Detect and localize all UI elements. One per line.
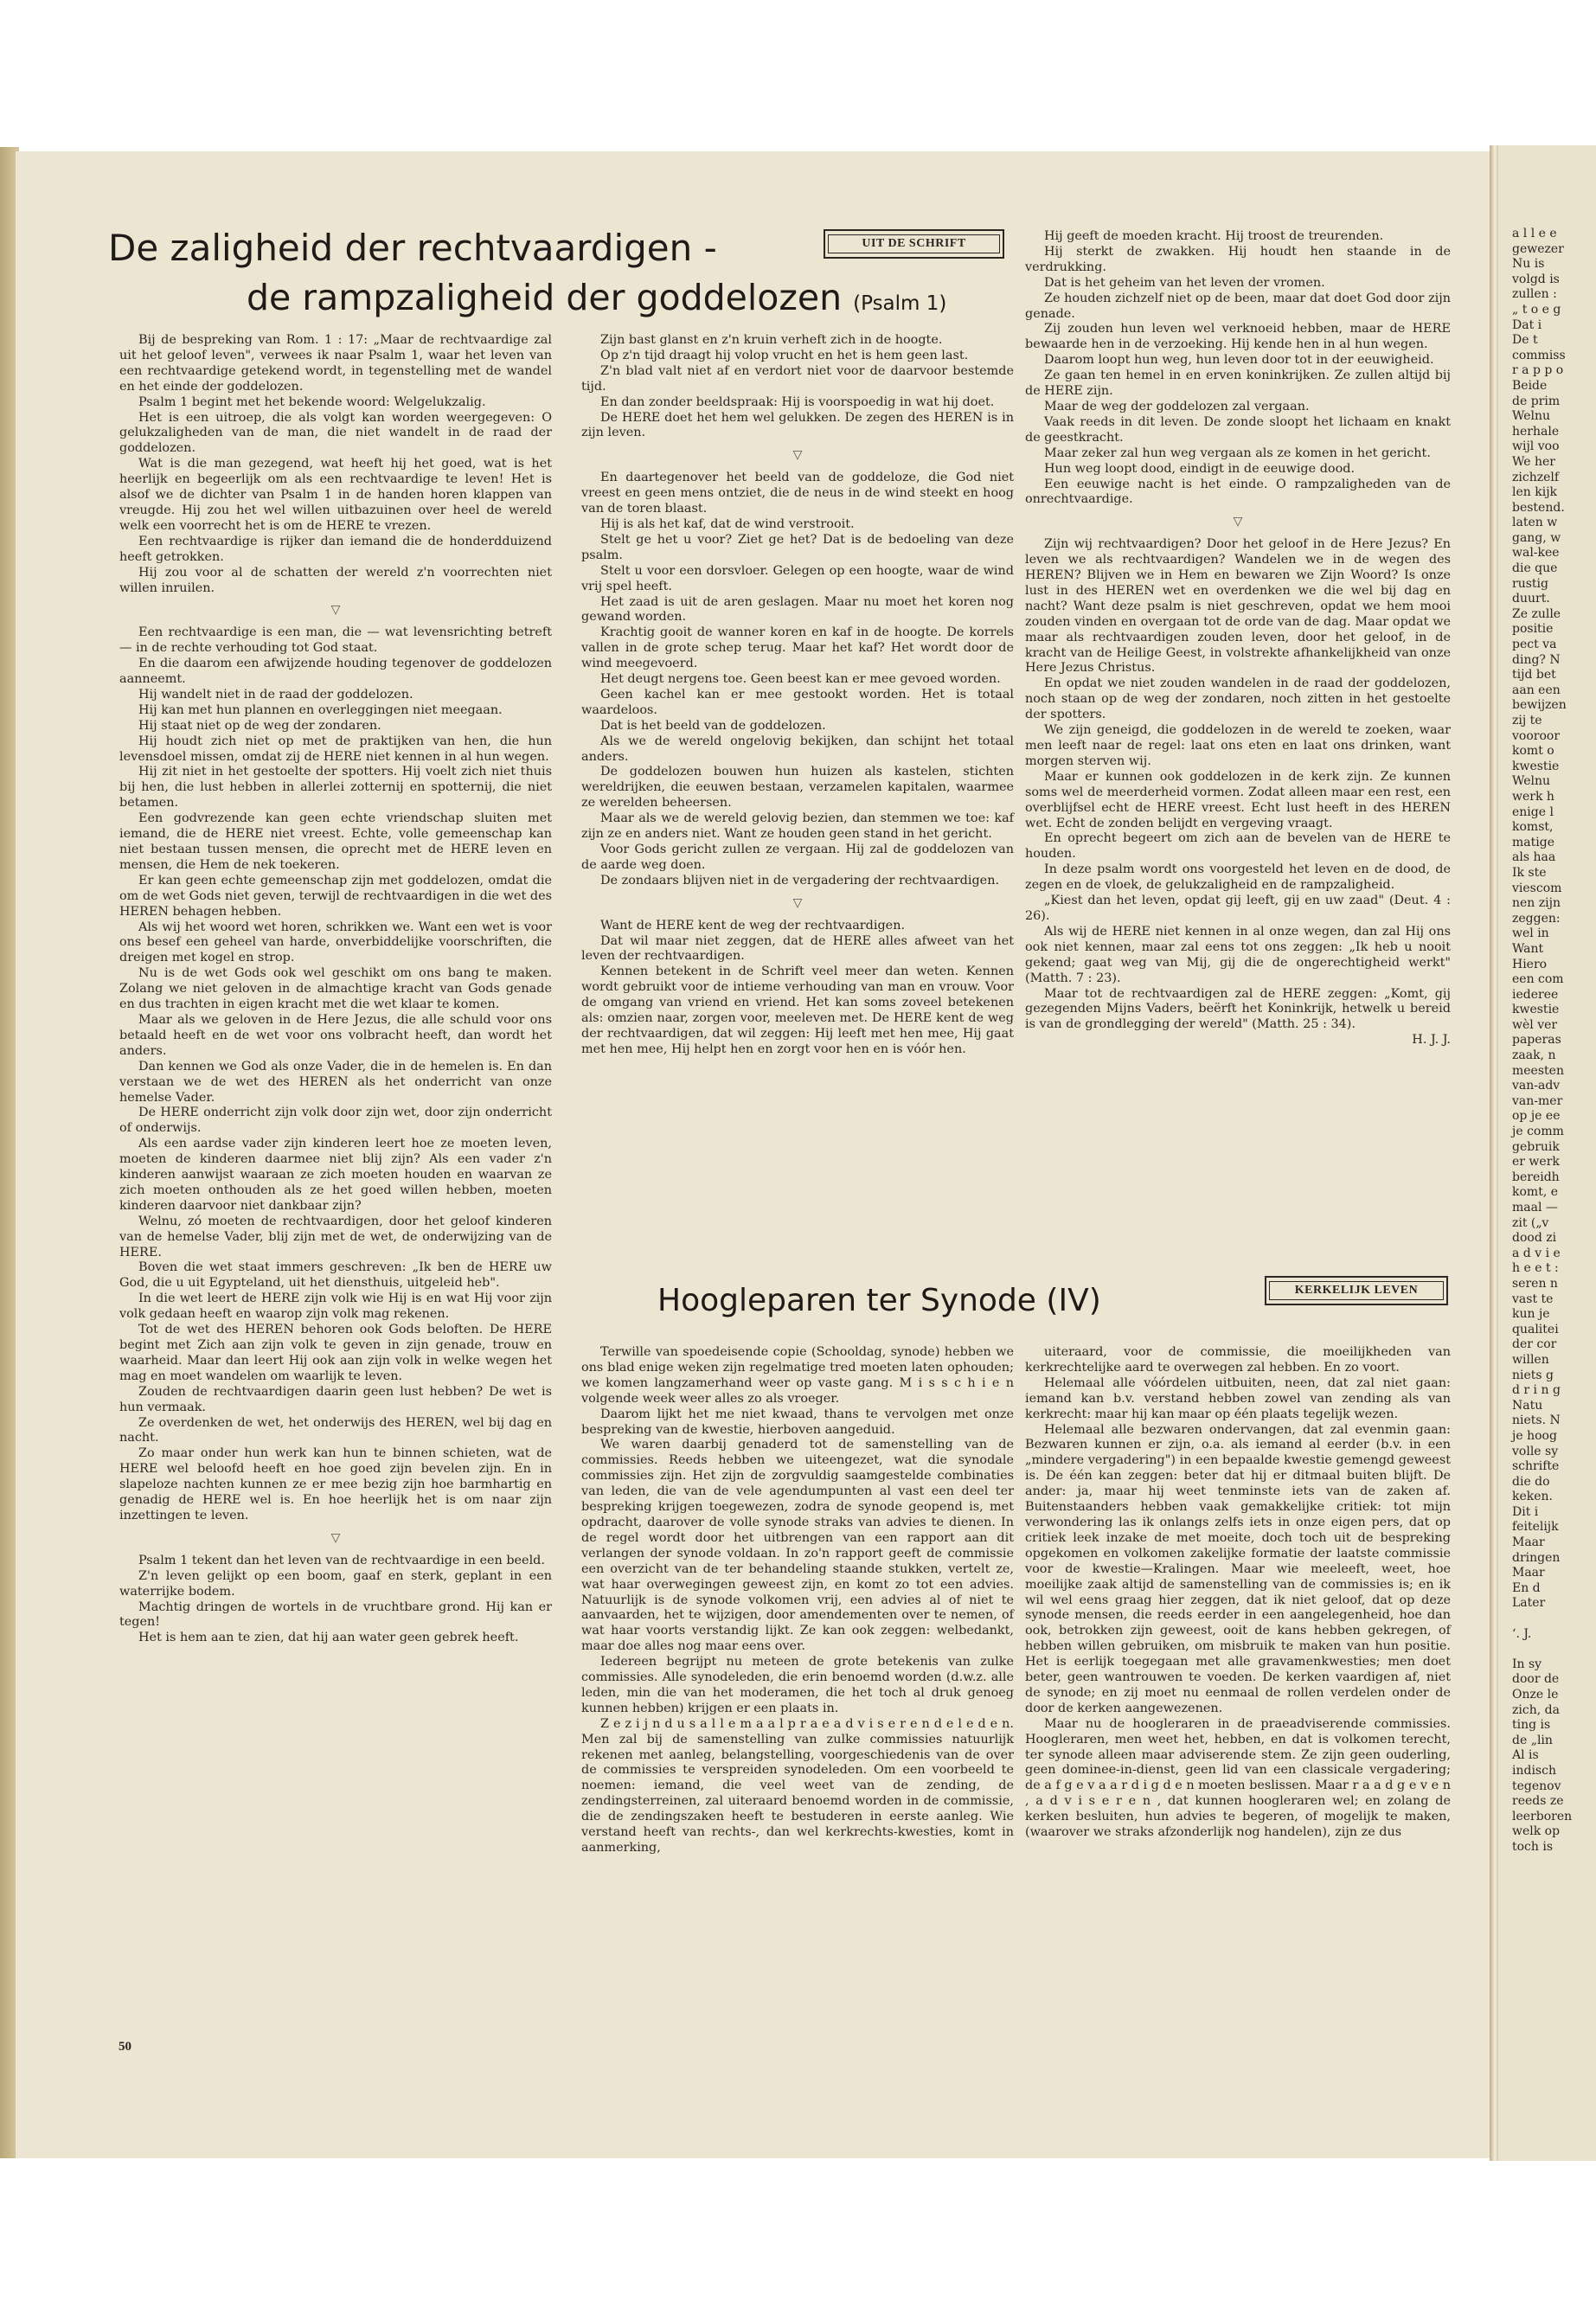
- paragraph: Helemaal alle bezwaren ondervangen, dat zal evenmin gaan: Bezwaren kunnen er zijn, o.a. als iemand al eerder (b.v. in een „mindere vergadering") in een bepaalde kwestie gemengd geweest is. De één kan zeggen: beter dat hij er ditmaal buiten blijft. De ander: ja, maar hij weet tenminste iets van de zaken af. Buitenstaanders hebben vaak gemakkelijke critiek: tot mijn verwondering las ik onlangs zelfs iets in onze eigen pers, dat op critiek leek inzake de met moeite, doch toch uit de bespreking opgekomen en volkomen zakelijke formatie der laatste commissie voor de kwestie—Kralingen. Maar wie meeleeft, weet, hoe moeilijke zaak altijd de samenstelling van de commissies is; en ik wil wel eens graag hier zeggen, dat ik niet geloof, dat op deze synode mensen, die reeds eerder in een aangelegenheid, hoe dan ook, betrokken zijn geweest, ooit de kans hebben gekregen, of hebben willen gebruiken, om misbruik te maken van hun positie. Het is eerlijk toegegaan met alle gravamenkwesties; men doet beter, geen wantrouwen te voeden. De kerken vaardigen af, niet de synode; en zij moet nu eenmaal de rollen verdelen onder de door de kerken aangewezenen.: [1025, 1422, 1451, 1715]
- next-page-line: vast te: [1512, 1292, 1554, 1306]
- next-page-line: door de: [1512, 1672, 1560, 1687]
- next-page-line: ʻ. J.: [1512, 1626, 1532, 1641]
- paragraph: Een rechtvaardige is rijker dan iemand die de honderdduizend heeft getrokken.: [119, 534, 552, 564]
- paragraph: Tot de wet des HEREN behoren ook Gods beloften. De HERE begint met Zich aan zijn volk te geven in zijn genade, trouw en waarheid. Maar dan leert Hij ook aan zijn volk in welke wegen het mag en moet wandelen om waarlijk te leven.: [119, 1323, 552, 1383]
- paragraph: Zo maar onder hun werk kan hun te binnen schieten, wat de HERE wel beloofd heeft en hoe goed zijn bevelen zijn. En in slapeloze nachten kunnen ze er mee bezig zijn hoe barmhartig en genadig de HERE wel is. En hoe heerlijk het is om naar zijn inzettingen te leven.: [119, 1446, 552, 1522]
- next-page-line: als haa: [1512, 850, 1556, 865]
- paragraph: Hij zit niet in het gestoelte der spotters. Hij voelt zich niet thuis bij hen, die lust hebben in allerlei zotternij en spotternij, die niet betamen.: [119, 765, 552, 811]
- next-page-line: komt o: [1512, 744, 1554, 759]
- next-page-line: wel in: [1512, 926, 1549, 941]
- paragraph: Hij staat niet op de weg der zondaren.: [138, 718, 381, 733]
- next-page-line: zij te: [1512, 714, 1542, 727]
- next-page-line: We her: [1512, 454, 1555, 469]
- next-page-line: [1512, 1642, 1596, 1657]
- next-page-line: dringen: [1512, 1550, 1561, 1565]
- paragraph: Z e z i j n d u s a l l e m a a l p r a e a d v i s e r e n d e l e d e n. Men zal bij de samenstelling van zulke commissies natuurlijk rekenen met aanleg, belangstelling, voorgeschiedenis van de over de commissies te verspreiden synodeleden. Om een voorbeeld te noemen: iemand, die veel weet van de zending, de zendingsterreinen, zal uiteraard benoemd worden in de commissie, die de zendingszaken heeft te bestuderen in eerste aanleg. Wie verstand heeft van rechts-, dan wel kerkrechts-kwesties, komt in aanmerking,: [581, 1716, 1014, 1855]
- paragraph: Terwille van spoedeisende copie (Schooldag, synode) hebben we ons blad enige weken zijn regelmatige tred moeten laten ophouden; we komen langzamerhand weer op vaste gang. M i s s c h i e n volgende week weer alles zo als vroeger.: [581, 1345, 1014, 1406]
- paragraph: Daarom loopt hun weg, hun leven door tot in der eeuwigheid.: [1044, 353, 1434, 368]
- paragraph: En dan zonder beeldspraak: Hij is voorspoedig in wat hij doet.: [600, 394, 995, 409]
- next-page-line: schrifte: [1512, 1459, 1560, 1474]
- paragraph: Welnu, zó moeten de rechtvaardigen, door het geloof kinderen van de hemelse Vader, blij zijn met de wet, de onderwijzing van de HERE.: [119, 1214, 552, 1259]
- next-page-line: r a p p o: [1512, 363, 1564, 378]
- next-page-line: leerboren: [1512, 1809, 1573, 1823]
- paragraph: Dan kennen we God als onze Vader, die in de hemelen is. En dan verstaan we de wet des HEREN als het onderricht van onze hemelse Vader.: [119, 1059, 552, 1105]
- paragraph: Als een aardse vader zijn kinderen leert hoe ze moeten leven, moeten de kinderen daarmee niet blij zijn? Als een vader z'n kinderen aanwijst waaraan ze zich moeten houden en waarvan ze zich moeten onthouden als ze het goed willen hebben, moeten kinderen daarvoor niet dankbaar zijn?: [119, 1137, 552, 1213]
- next-page-line: a d v i e: [1512, 1246, 1561, 1260]
- paragraph: Krachtig gooit de wanner koren en kaf in de hoogte. De korrels vallen in de grote schep terug. Maar het kaf? Het wordt door de wind meegevoerd.: [581, 625, 1014, 671]
- next-page-line: zichzelf: [1512, 470, 1560, 484]
- next-page-line: h e e t :: [1512, 1261, 1559, 1276]
- next-page-line: niets g: [1512, 1368, 1554, 1382]
- author-signature: H. J. J.: [1412, 1033, 1451, 1048]
- paragraph: En daartegenover het beeld van de goddeloze, die God niet vreest en geen mens ontziet, die de neus in de wind steekt en hoog van de toren blaast.: [581, 471, 1014, 516]
- next-page-line: wèl ver: [1512, 1017, 1558, 1032]
- article1-column-3: [1025, 229, 1451, 1048]
- next-page-line: nen zijn: [1512, 896, 1561, 911]
- next-page-line: zaak, n: [1512, 1048, 1556, 1063]
- paragraph: Maar de weg der goddelozen zal vergaan.: [1044, 399, 1310, 413]
- paragraph: De HERE onderricht zijn volk door zijn wet, door zijn onderricht of onderwijs.: [119, 1106, 552, 1136]
- paragraph: Voor Gods gericht zullen ze vergaan. Hij zal de goddelozen van de aarde weg doen.: [581, 843, 1014, 872]
- paragraph: Zouden de rechtvaardigen daarin geen lust hebben? De wet is hun vermaak.: [119, 1384, 552, 1414]
- next-page-line: je hoog: [1512, 1428, 1557, 1443]
- paragraph: Psalm 1 begint met het bekende woord: Welgelukzalig.: [138, 394, 486, 409]
- paragraph: Zijn bast glanst en z'n kruin verheft zich in de hoogte.: [600, 333, 943, 347]
- paragraph: Ze houden zichzelf niet op de been, maar dat doet God door zijn genade.: [1025, 291, 1451, 321]
- next-page-line: „ t o e g: [1512, 302, 1561, 317]
- next-page-line: indisch: [1512, 1763, 1556, 1778]
- next-page-line: wijl voo: [1512, 439, 1560, 454]
- paragraph: Geen kachel kan er mee gestookt worden. Het is totaal waardeloos.: [581, 687, 1014, 717]
- paragraph: Hij zou voor al de schatten der wereld z'n voorrechten niet willen inruilen.: [119, 565, 552, 595]
- section-label-uit-de-schrift: [824, 229, 1004, 259]
- next-page-line: Welnu: [1512, 409, 1551, 424]
- next-page-line: len kijk: [1512, 485, 1558, 500]
- paragraph: Maar als we geloven in de Here Jezus, die alle schuld voor ons betaald heeft en de wet voor ons volbracht heeft, dan wordt het anders.: [119, 1012, 552, 1058]
- next-page-line: In sy: [1512, 1657, 1542, 1671]
- next-page-line: d r i n g: [1512, 1383, 1561, 1398]
- paragraph: Bij de bespreking van Rom. 1 : 17: „Maar de rechtvaardige zal uit het geloof leven", verwees ik naar Psalm 1, waar het leven van een rechtvaardige getekend wordt, in tegenstelling met de wandel en het einde der goddelozen.: [119, 333, 552, 394]
- section-divider-icon: ▽: [792, 448, 803, 463]
- article-title-line2: [247, 277, 946, 318]
- paragraph: Hij wandelt niet in de raad der goddelozen.: [138, 687, 413, 702]
- paragraph: Hij sterkt de zwakken. Hij houdt hen staande in de verdrukking.: [1025, 244, 1451, 274]
- paragraph: In deze psalm wordt ons voorgesteld het leven en de dood, de zegen en de vloek, de gelukzaligheid en de rampzaligheid.: [1025, 862, 1451, 893]
- next-page-line: ding? N: [1512, 652, 1561, 667]
- next-page-line: werk h: [1512, 789, 1554, 804]
- paragraph: Daarom lijkt het me niet kwaad, thans te vervolgen met onze bespreking van de kwestie, hierboven aangeduid.: [581, 1407, 1014, 1437]
- paragraph: Hij kan met hun plannen en overleggingen niet meegaan.: [138, 702, 503, 717]
- next-page-line: Welnu: [1512, 774, 1551, 789]
- paragraph: Machtig dringen de wortels in de vruchtbare grond. Hij kan er tegen!: [119, 1599, 552, 1630]
- next-page-line: reeds ze: [1512, 1794, 1564, 1809]
- next-page-line: Dat i: [1512, 317, 1542, 332]
- next-page-column: [1512, 227, 1596, 1856]
- next-page-line: seren n: [1512, 1276, 1558, 1291]
- paragraph: Als we de wereld ongelovig bekijken, dan schijnt het totaal anders.: [581, 734, 1014, 764]
- next-page-line: zit („v: [1512, 1215, 1549, 1230]
- paragraph: Maar zeker zal hun weg vergaan als ze komen in het gericht.: [1044, 445, 1431, 460]
- paragraph: Hij geeft de moeden kracht. Hij troost de treurenden.: [1044, 229, 1384, 243]
- next-page-line: op je ee: [1512, 1109, 1561, 1124]
- next-page-line: die que: [1512, 561, 1558, 576]
- paragraph: Het is een uitroep, die als volgt kan worden weergegeven: O gelukzaligheden van de man, die niet wandelt in de raad der goddelozen.: [119, 410, 552, 456]
- next-page-line: een com: [1512, 972, 1564, 987]
- article2-column-2: [1025, 1345, 1451, 1841]
- next-page-line: [1512, 1612, 1596, 1627]
- paragraph: Een eeuwige nacht is het einde. O rampzaligheden van de onrechtvaardige.: [1025, 477, 1451, 507]
- next-page-line: Onze le: [1512, 1688, 1559, 1702]
- next-page-line: De t: [1512, 333, 1538, 348]
- next-page-line: aan een: [1512, 683, 1561, 697]
- paragraph: Dat is het beeld van de goddelozen.: [600, 718, 826, 733]
- next-page-line: Ze zulle: [1512, 606, 1561, 621]
- next-page-line: meesten: [1512, 1063, 1564, 1078]
- paragraph: Want de HERE kent de weg der rechtvaardigen.: [600, 918, 906, 933]
- next-page-line: Hiero: [1512, 957, 1548, 971]
- next-page-line: er werk: [1512, 1155, 1560, 1170]
- next-page-line: kun je: [1512, 1307, 1550, 1322]
- paragraph: Iedereen begrijpt nu meteen de grote betekenis van zulke commissies. Alle synodeleden, die erin benoemd worden (d.w.z. alle leden, min die van het moderamen, die het toch al druk genoeg kunnen hebben) krijgen er een plaats in.: [581, 1655, 1014, 1715]
- article-title-psalm: (Psalm 1): [853, 292, 947, 315]
- next-page-line: Beide: [1512, 378, 1548, 393]
- paragraph: Als wij het woord wet horen, schrikken we. Want een wet is voor ons besef een geheel van harde, onverbiddelijke voorschriften, die dreigen met kogel en strop.: [119, 920, 552, 965]
- next-page-line: gang, w: [1512, 530, 1561, 545]
- next-page-line: maal —: [1512, 1201, 1558, 1215]
- next-page-line: der cor: [1512, 1337, 1557, 1352]
- next-page-line: die do: [1512, 1474, 1550, 1489]
- next-page-line: Maar: [1512, 1535, 1545, 1550]
- next-page-line: Al is: [1512, 1748, 1539, 1763]
- paragraph: Helemaal alle vóórdelen uitbuiten, neen, dat zal niet gaan: iemand kan b.v. verstand hebben zowel van zending als van kerkrecht: maar hij kan maar op één plaats tegelijk wezen.: [1025, 1375, 1451, 1421]
- next-page-line: keken.: [1512, 1490, 1554, 1504]
- next-page-line: laten w: [1512, 516, 1558, 530]
- paragraph: Zijn wij rechtvaardigen? Door het geloof in de Here Jezus? En leven we als rechtvaardigen? Wandelen we in de wegen des HEREN? Blijven we in Hem en bewaren we Zijn Woord? Is onze lust in des HEREN wet en overdenken we die wel bij dag en nacht? Want deze psalm is niet geschreven, opdat we hem mooi zouden vinden en overgaan tot de orde van de dag. Maar opdat we maar als rechtvaardigen zouden leven, door het geloof, in de kracht van de Heilige Geest, in volstrekte afhankelijkheid van onze Here Jezus Christus.: [1025, 537, 1451, 676]
- paragraph: Vaak reeds in dit leven. De zonde sloopt het lichaam en knakt de geestkracht.: [1025, 414, 1451, 445]
- next-page-line: enige l: [1512, 804, 1554, 819]
- next-page-line: Ik ste: [1512, 865, 1547, 880]
- next-page-line: feitelijk: [1512, 1520, 1559, 1535]
- paragraph: Maar tot de rechtvaardigen zal de HERE zeggen: „Komt, gij gezegenden Mijns Vaders, beërft het Koninkrijk, hetwelk u bereid is van de grondlegging der wereld" (Matth. 25 : 34).: [1025, 986, 1451, 1032]
- next-page-line: bestend.: [1512, 500, 1565, 515]
- paragraph: Hij is als het kaf, dat de wind verstrooit.: [600, 516, 855, 531]
- next-page-line: Maar: [1512, 1566, 1545, 1580]
- next-page-line: je comm: [1512, 1125, 1564, 1139]
- paragraph: En opdat we niet zouden wandelen in de raad der goddelozen, noch staan op de weg der zondaren, noch zitten in het gestoelte der spotters.: [1025, 676, 1451, 722]
- next-page-line: volle sy: [1512, 1444, 1559, 1458]
- paragraph: Z'n leven gelijkt op een boom, gaaf en sterk, geplant in een waterrijke bodem.: [119, 1568, 552, 1599]
- next-page-line: van-adv: [1512, 1079, 1561, 1093]
- section-label-text: UIT DE SCHRIFT: [828, 234, 1000, 253]
- next-page-line: niets. N: [1512, 1413, 1561, 1428]
- paragraph: Maar er kunnen ook goddelozen in de kerk zijn. Ze kunnen soms wel de meerderheid vormen. Zodat alleen maar een rest, een overblijfsel echt de HERE vreest. Echt lust heeft in des HEREN wet. Echt de zonden belijdt en vergeving vraagt.: [1025, 769, 1451, 830]
- paragraph: Wat is die man gezegend, wat heeft hij het goed, wat is het heerlijk en begeerlijk om als een rechtvaardige te leven! Het is alsof we de dichter van Psalm 1 in de handen horen klappen van vreugde. Hij zou het wel willen uitbazuinen over heel de wereld welk een voorrecht het is om de HERE te vrezen.: [119, 457, 552, 533]
- next-page-line: paperas: [1512, 1033, 1561, 1048]
- paragraph: Dat is het geheim van het leven der vromen.: [1044, 275, 1325, 290]
- next-page-line: gebruik: [1512, 1139, 1560, 1154]
- next-page-line: de „lin: [1512, 1733, 1553, 1747]
- next-page-line: kwestie: [1512, 759, 1560, 773]
- next-page-line: komst,: [1512, 820, 1554, 835]
- paragraph: Kennen betekent in de Schrift veel meer dan weten. Kennen wordt gebruikt voor de intieme verhouding van man en vrouw. Voor de omgang van vriend en vriend. Het kan soms zoveel betekenen als: omzien naar, zorgen voor, meeleven met. De HERE kent de weg der rechtvaardigen, dat wil zeggen: Hij leeft met hen mee, Hij gaat met hen mee, Hij helpt hen en zorgt voor hen en is vóór hen.: [581, 965, 1014, 1056]
- next-page-line: wal-kee: [1512, 546, 1560, 561]
- section-label-text: KERKELIJK LEVEN: [1269, 1281, 1444, 1300]
- next-page-line: tijd bet: [1512, 668, 1556, 683]
- paragraph: Het is hem aan te zien, dat hij aan water geen gebrek heeft.: [138, 1631, 519, 1645]
- paragraph: uiteraard, voor de commissie, die moeilijkheden van kerkrechtelijke aard te overwegen zal hebben. En zo voort.: [1025, 1345, 1451, 1375]
- paragraph: Zij zouden hun leven wel verknoeid hebben, maar de HERE bewaarde hen in de verzoeking. Hij kende hen in al hun wegen.: [1025, 322, 1451, 352]
- paragraph: Nu is de wet Gods ook wel geschikt om ons bang te maken. Zolang we niet geloven in de almachtige kracht van Gods genade en dus trachten in eigen kracht met die wet klaar te komen.: [119, 966, 552, 1012]
- next-page-line: bewijzen: [1512, 698, 1567, 713]
- next-page-line: Dit i: [1512, 1504, 1539, 1519]
- next-page-line: positie: [1512, 622, 1554, 637]
- next-page-line: bereidh: [1512, 1170, 1560, 1184]
- paragraph: Maar nu de hoogleraren in de praeadviserende commissies. Hoogleraren, men weet het, hebben, en dat is volkomen terecht, ter synode alleen maar adviserende stem. Ze zijn geen ouderling, geen dominee-in-dienst, geen lid van een classicale vergadering; de a f g e v a a r d i g d e n moeten beslissen. Maar r a a d g e v e n , a d v i s e r e n , dat kunnen hoogleraren wel; en zolang de kerken besluiten, hun advies te begeren, of mogelijk te maken, (waarover we straks afzonderlijk nog handelen), zijn ze dus: [1025, 1716, 1451, 1840]
- next-page-line: herhale: [1512, 424, 1560, 439]
- next-page-line: van-mer: [1512, 1093, 1563, 1108]
- next-page-line: volgd is: [1512, 272, 1560, 286]
- paragraph: Stelt ge het u voor? Ziet ge het? Dat is de bedoeling van deze psalm.: [581, 532, 1014, 562]
- paragraph: Z'n blad valt niet af en verdort niet voor de daarvoor bestemde tijd.: [581, 363, 1014, 394]
- paragraph: We zijn geneigd, die goddelozen in de wereld te zoeken, waar men leeft naar de regel: laat ons eten en laat ons drinken, want morgen sterven wij.: [1025, 723, 1451, 768]
- next-page-line: pect va: [1512, 638, 1557, 652]
- paragraph: We waren daarbij genaderd tot de samenstelling van de commissies. Reeds hebben we uiteengezet, wat die synodale commissies zijn. Het zijn de zorgvuldig saamgestelde combinaties van leden, die van de vele agendumpunten al vast een deel ter bespreking krijgen toegewezen, zodra de synode geopend is, met opdracht, daarover de volle synode straks van advies te dienen. In de regel wordt door het uitbrengen van een rapport aan dit verlangen der synode voldaan. In zo'n rapport geeft de commissie een overzicht van de ter behandeling staande stukken, vertelt ze, wat haar overwegingen geweest zijn, en komt zo tot een advies. Natuurlijk is de synode volkomen vrij, een advies al of niet te aanvaarden, het te wijzigen, door amendementen over te nemen, of wat haar voorts verstandig lijkt. Ze kan ook zeggen: welbedankt, maar doe alles nog maar eens over.: [581, 1438, 1014, 1654]
- next-page-line: Want: [1512, 941, 1544, 956]
- next-page-line: rustig: [1512, 576, 1548, 591]
- next-page-line: qualitei: [1512, 1322, 1559, 1336]
- next-page-line: viescom: [1512, 881, 1562, 895]
- paragraph: De goddelozen bouwen hun huizen als kastelen, stichten wereldrijken, die eeuwen bestaan, verzamelen kapitalen, waarmee ze werelden beheersen.: [581, 765, 1014, 811]
- section-label-kerkelijk-leven: [1265, 1276, 1448, 1305]
- paragraph: Als wij de HERE niet kennen in al onze wegen, dan zal Hij ons ook niet kennen, maar zal eens tot ons zeggen: „Ik heb u nooit gekend; gaat weg van Mij, gij die de ongerechtigheid werkt" (Matth. 7 : 23).: [1025, 924, 1451, 985]
- paragraph: „Kiest dan het leven, opdat gij leeft, gij en uw zaad" (Deut. 4 : 26).: [1025, 894, 1451, 923]
- paragraph: Een rechtvaardige is een man, die — wat levensrichting betreft — in de rechte verhouding tot God staat.: [119, 625, 552, 656]
- next-page-line: commiss: [1512, 348, 1566, 362]
- paragraph: De zondaars blijven niet in de vergadering der rechtvaardigen.: [600, 873, 1000, 888]
- next-page-line: toch is: [1512, 1839, 1554, 1854]
- next-page-line: gewezer: [1512, 241, 1564, 256]
- paragraph: In die wet leert de HERE zijn volk wie Hij is en wat Hij voor zijn volk gedaan heeft en waarop zijn volk mag rekenen.: [119, 1292, 552, 1322]
- article1-column-2: [581, 333, 1014, 1058]
- next-page-line: dood zi: [1512, 1231, 1557, 1246]
- paragraph: Hij houdt zich niet op met de praktijken van hen, die hun levensdoel missen, omdat zij de HERE niet kennen in al hun wegen.: [119, 734, 552, 764]
- paragraph: En die daarom een afwijzende houding tegenover de goddelozen aanneemt.: [119, 657, 552, 687]
- paragraph: Maar als we de wereld gelovig bezien, dan stemmen we toe: kaf zijn ze en anders niet. Want ze houden geen stand in het gericht.: [581, 811, 1014, 842]
- article-title-line1: De zaligheid der rechtvaardigen -: [108, 227, 717, 269]
- next-page-line: Natu: [1512, 1398, 1543, 1413]
- section-divider-icon: ▽: [330, 1530, 341, 1545]
- paragraph: Het zaad is uit de aren geslagen. Maar nu moet het koren nog gewand worden.: [581, 594, 1014, 625]
- paragraph: Hun weg loopt dood, eindigt in de eeuwige dood.: [1044, 461, 1356, 476]
- next-page-line: Nu is: [1512, 257, 1545, 272]
- next-page-line: a l l e e: [1512, 227, 1557, 240]
- article1-column-1: [119, 333, 552, 1646]
- next-page-line: de prim: [1512, 394, 1561, 408]
- article2-title: Hooglераren ter Synode (IV): [657, 1283, 1101, 1318]
- paragraph: Psalm 1 tekent dan het leven van de rechtvaardige in een beeld.: [138, 1553, 545, 1567]
- paragraph: Stelt u voor een dorsvloer. Gelegen op een hoogte, waar de wind vrij spel heeft.: [581, 563, 1014, 593]
- next-page-line: komt, e: [1512, 1185, 1558, 1200]
- next-page-line: En d: [1512, 1580, 1541, 1595]
- article-title-main: de rampzaligheid der goddelozen: [247, 277, 843, 318]
- paragraph: Ze gaan ten hemel in en erven koninkrijken. Ze zullen altijd bij de HERE zijn.: [1025, 369, 1451, 399]
- section-divider-icon: ▽: [330, 603, 341, 618]
- section-divider-icon: ▽: [792, 895, 803, 910]
- next-page-line: vooroor: [1512, 728, 1561, 743]
- paragraph: Een godvrezende kan geen echte vriendschap sluiten met iemand, die de HERE niet vreest. Echte, volle gemeenschap kan niet bestaan tussen mensen, die oprecht met de HERE leven en mensen, die Hem de nek toekeren.: [119, 811, 552, 872]
- next-page-line: matige: [1512, 835, 1554, 849]
- next-page-line: zullen :: [1512, 287, 1557, 302]
- next-page-line: kwestie: [1512, 1003, 1560, 1017]
- paragraph: Er kan geen echte gemeenschap zijn met goddelozen, omdat die om de wet Gods niet geven, terwijl de rechtvaardigen in die wet des HEREN behagen hebben.: [119, 873, 552, 919]
- next-page-line: Later: [1512, 1596, 1546, 1611]
- next-page-line: iederee: [1512, 987, 1559, 1002]
- next-page-line: tegenov: [1512, 1779, 1561, 1793]
- paragraph: De HERE doet het hem wel gelukken. De zegen des HEREN is in zijn leven.: [581, 410, 1014, 440]
- next-page-line: zich, da: [1512, 1702, 1560, 1717]
- paragraph: Boven die wet staat immers geschreven: „Ik ben de HERE uw God, die u uit Egypteland, uit het diensthuis, uitgeleid heb".: [119, 1260, 552, 1291]
- next-page-line: willen: [1512, 1352, 1549, 1367]
- next-page-line: duurt.: [1512, 592, 1550, 606]
- next-page-line: ting is: [1512, 1718, 1551, 1733]
- page-number: 50: [119, 2040, 131, 2054]
- next-page-line: zeggen:: [1512, 911, 1561, 926]
- article2-column-1: [581, 1345, 1014, 1856]
- section-divider-icon: ▽: [1233, 515, 1243, 529]
- paragraph: Ze overdenken de wet, het onderwijs des HEREN, wel bij dag en nacht.: [119, 1415, 552, 1445]
- paragraph: Dat wil maar niet zeggen, dat de HERE alles afweet van het leven der rechtvaardigen.: [581, 933, 1014, 964]
- next-page-line: welk op: [1512, 1824, 1561, 1839]
- paragraph: En oprecht begeert om zich aan de bevelen van de HERE te houden.: [1025, 831, 1451, 862]
- paragraph: Het deugt nergens toe. Geen beest kan er mee gevoed worden.: [600, 672, 1001, 687]
- paragraph: Op z'n tijd draagt hij volop vrucht en het is hem geen last.: [600, 348, 969, 362]
